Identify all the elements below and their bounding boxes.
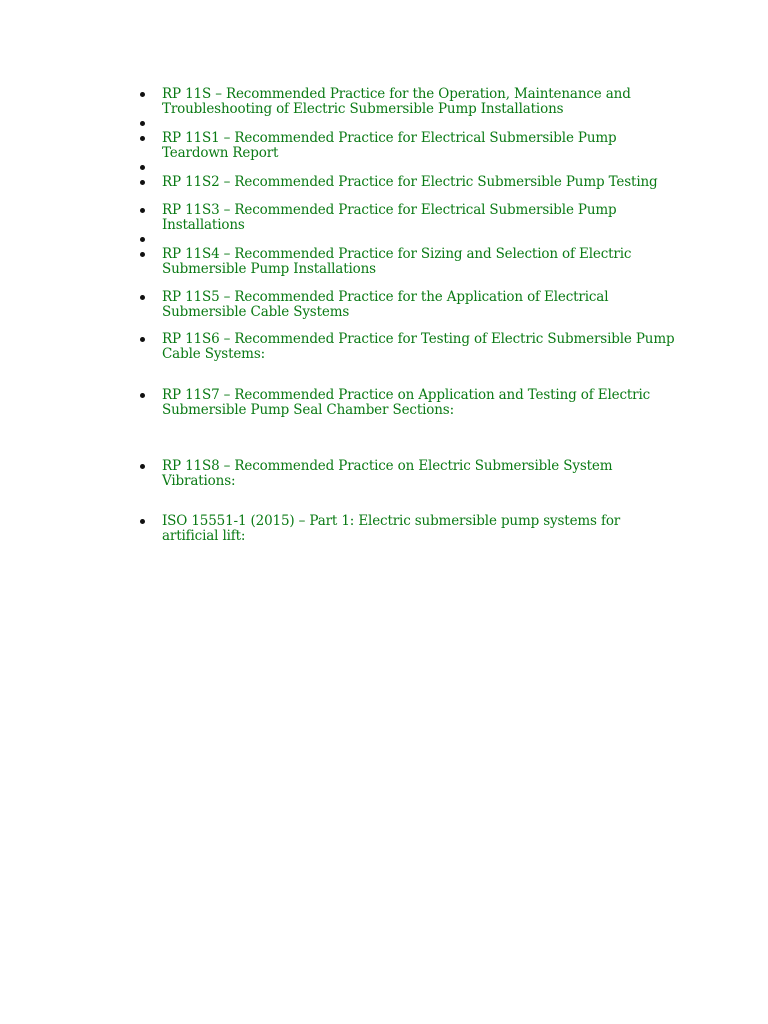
bullet-icon <box>140 237 145 242</box>
list-item-link[interactable]: RP 11S1 – Recommended Practice for Electrical Submersible Pump Teardown Report <box>162 130 617 161</box>
list-item <box>162 87 677 117</box>
list-item-link[interactable]: RP 11S – Recommended Practice for the Operation, Maintenance and Troubleshooting of Electric Submersible Pump Installations <box>162 86 631 117</box>
bullet-icon <box>140 92 145 97</box>
empty-list-item <box>162 116 172 131</box>
bullet-icon <box>140 519 145 524</box>
list-item <box>162 459 677 489</box>
empty-list-item <box>162 160 172 175</box>
bullet-icon <box>140 295 145 300</box>
bullet-icon <box>140 136 145 141</box>
list-item <box>162 332 677 362</box>
list-item <box>162 203 677 233</box>
bullet-icon <box>140 393 145 398</box>
bullet-icon <box>140 180 145 185</box>
bullet-icon <box>140 252 145 257</box>
list-item-link[interactable]: ISO 15551-1 (2015) – Part 1: Electric submersible pump systems for artificial lift: <box>162 513 621 544</box>
list-item <box>162 514 677 544</box>
list-item-link[interactable]: RP 11S6 – Recommended Practice for Testing of Electric Submersible Pump Cable Systems: <box>162 331 675 362</box>
list-item <box>162 388 677 418</box>
bullet-icon <box>140 337 145 342</box>
bullet-icon <box>140 208 145 213</box>
list-item <box>162 290 677 320</box>
bullet-icon <box>140 165 145 170</box>
list-item-link[interactable]: RP 11S7 – Recommended Practice on Application and Testing of Electric Submersible Pump Seal Chamber Sections: <box>162 387 651 418</box>
list-item <box>162 131 677 161</box>
list-item-link[interactable]: RP 11S5 – Recommended Practice for the Application of Electrical Submersible Cable Systems <box>162 289 609 320</box>
list-item-link[interactable]: RP 11S3 – Recommended Practice for Electrical Submersible Pump Installations <box>162 202 617 233</box>
bullet-icon <box>140 464 145 469</box>
empty-list-item <box>162 232 172 247</box>
list-item-link[interactable]: RP 11S4 – Recommended Practice for Sizing and Selection of Electric Submersible Pump Installations <box>162 246 632 277</box>
list-item-link[interactable]: RP 11S2 – Recommended Practice for Electric Submersible Pump Testing <box>162 174 658 190</box>
list-item-link[interactable]: RP 11S8 – Recommended Practice on Electric Submersible System Vibrations: <box>162 458 613 489</box>
list-item <box>162 247 677 277</box>
bullet-icon <box>140 121 145 126</box>
list-item <box>162 175 677 190</box>
